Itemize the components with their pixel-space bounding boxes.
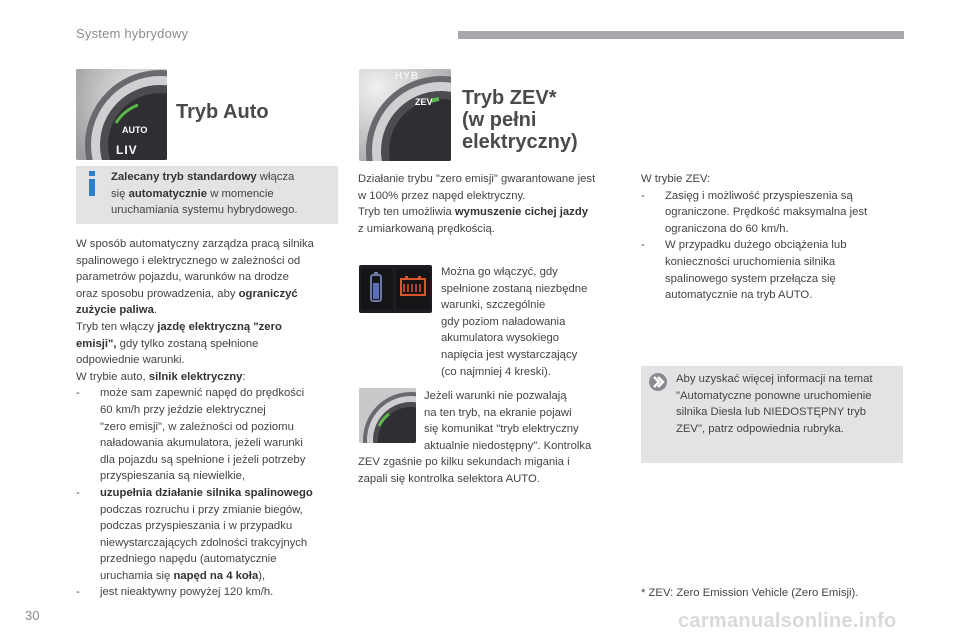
zev-failure-text [358,388,630,488]
zev-fail-line: ZEV zgaśnie po kilku sekundach migania i [358,456,570,469]
list-line: W przypadku dużego obciążenia lub [665,239,847,252]
auto-line: gdy tylko zostaną spełnione [116,337,259,350]
list-line: jest nieaktywny powyżej 120 km/h. [100,586,274,599]
note-line: Aby uzyskać więcej informacji na temat [676,373,873,385]
zev-mode-details [641,171,906,304]
zev-intro-line: z umiarkowaną prędkością. [358,222,495,235]
zev-fail-line: aktualnie niedostępny". Kontrolka [424,439,592,452]
list-line: ), [258,569,266,582]
list-bold: uzupełnia działanie silnika spalinowego [100,486,313,499]
list-line: automatycznie na tryb AUTO. [665,289,813,302]
list-line: niewystarczających zdolności trakcyjnych [100,536,308,549]
list-item [76,485,346,585]
auto-bold: jazdę elektryczną "zero [157,320,282,333]
zev-footnote: * ZEV: Zero Emission Vehicle (Zero Emisji). [641,587,859,599]
list-dash: - [76,586,80,599]
auto-dial-image [76,69,167,160]
auto-description [76,236,346,601]
zev-cond-line: spełnione zostaną niezbędne [441,282,588,295]
reference-note-box [641,366,903,463]
auto-line: spalinowego i elektrycznego w zależności od [76,254,301,267]
auto-line: parametrów pojazdu, warunków na drodze [76,271,289,284]
auto-info-text [111,169,333,219]
list-line: podczas przyspieszania i w przypadku [100,520,293,533]
zev-dial-label: ZEV [415,97,433,107]
auto-line: oraz sposobu prowadzenia, aby [76,287,239,300]
zev-cond-line: Można go włączyć, gdy [441,266,558,278]
list-line: ograniczone. Prędkość maksymalna jest [665,206,868,219]
zev-intro-bold: wymuszenie cichej jazdy [454,206,588,219]
auto-section-title: Tryb Auto [176,101,269,123]
list-line: konieczności uruchomienia silnika [665,255,836,268]
note-line: ZEV", patrz odpowiednia rubryka. [676,422,844,435]
list-dash: - [76,387,80,400]
list-line: może sam zapewnić napęd do prędkości [100,387,305,400]
auto-bold: silnik elektryczny [148,370,243,383]
list-item [76,584,346,601]
info-bold-2: automatycznie [128,187,208,200]
zev-title-line: elektryczny) [462,131,578,153]
zev-dial-label-secondary: HYB [395,71,420,82]
zev-cond-line: akumulatora wysokiego [441,332,560,345]
auto-line: . [153,304,157,317]
header-bar [458,31,904,39]
auto-line: odpowiednie warunki. [76,354,185,367]
note-icon [648,372,668,392]
zev-dial-image [359,69,451,161]
list-line: naładowania akumulatora, jeżeli warunki [100,437,303,450]
list-bold: napęd na 4 koła [173,569,259,582]
list-item [641,237,906,303]
auto-line: W trybie auto, [76,370,149,383]
note-text [676,371,901,437]
zev-cond-line: gdy poziom naładowania [441,315,566,328]
zev-title-line: Tryb ZEV* [462,87,557,109]
watermark: carmanualsonline.info [678,610,897,632]
auto-bold: emisji", [76,337,117,350]
list-line: ograniczona do 60 km/h. [665,222,789,235]
zev-intro-line: w 100% przez napęd elektryczny. [358,189,526,202]
list-item [641,188,906,238]
zev-cond-line: (co najmniej 4 kreski). [441,365,551,378]
note-line: silnika Diesla lub NIEDOSTĘPNY tryb [676,406,867,419]
list-dash: - [641,239,645,252]
zev-conditions [441,264,631,380]
list-dash: - [641,189,645,202]
zev-fail-line: na ten tryb, na ekranie pojawi [424,406,572,419]
zev-section-title [462,87,578,153]
zev-mode-heading: W trybie ZEV: [641,173,711,185]
page-header-title: System hybrydowy [76,26,189,41]
list-line: Zasięg i możliwość przyspieszenia są [665,189,853,202]
zev-intro-line: Działanie trybu "zero emisji" gwarantowane jest [358,173,596,185]
info-text-3: w momencie [207,187,274,200]
zev-fail-line: zapali się kontrolka selektora AUTO. [358,472,540,485]
list-dash: - [76,486,80,499]
zev-title-line: (w pełni [462,109,537,131]
list-line: 60 km/h przy jeździe elektrycznej [100,403,266,416]
auto-dial-label-secondary: LIV [116,143,138,157]
list-line: podczas rozruchu i przy zmianie biegów, [100,503,303,516]
note-line: "Automatyczne ponowne uruchomienie [676,389,872,402]
auto-bold: ograniczyć [238,287,298,300]
zev-fail-line: Jeżeli warunki nie pozwalają [424,390,567,402]
list-line: spalinowego system przełącza się [665,272,836,285]
page-number: 30 [25,608,40,623]
auto-line: Tryb ten włączy [76,320,158,333]
info-text-1: włącza [256,171,295,183]
list-line: dla pojazdu są spełnione i jeżeli potrzeby [100,453,306,466]
list-item [76,385,346,485]
auto-dial-label: AUTO [122,125,148,135]
info-text-2: się [111,187,129,200]
info-icon [86,171,98,197]
auto-line: : [242,370,246,383]
list-line: przyspieszania są niewielkie, [100,470,246,483]
battery-gauge-image [359,265,432,313]
auto-line: W sposób automatyczny zarządza pracą silnika [76,238,314,250]
info-text-4: uruchamiania systemu hybrydowego. [111,204,298,217]
zev-fail-line: się komunikat "tryb elektryczny [424,423,579,436]
list-line: uruchamia się [100,569,174,582]
auto-bold: zużycie paliwa [76,304,154,317]
list-line: przedniego napędu (automatycznie [100,553,277,566]
zev-cond-line: warunki, szczególnie [441,299,546,312]
info-bold-1: Zalecany tryb standardowy [111,171,257,183]
zev-cond-line: napięcia jest wystarczający [441,348,578,361]
auto-info-box [76,166,338,224]
zev-intro-line: Tryb ten umożliwia [358,206,455,219]
zev-intro [358,171,628,237]
list-line: "zero emisji", w zależności od poziomu [100,420,294,433]
